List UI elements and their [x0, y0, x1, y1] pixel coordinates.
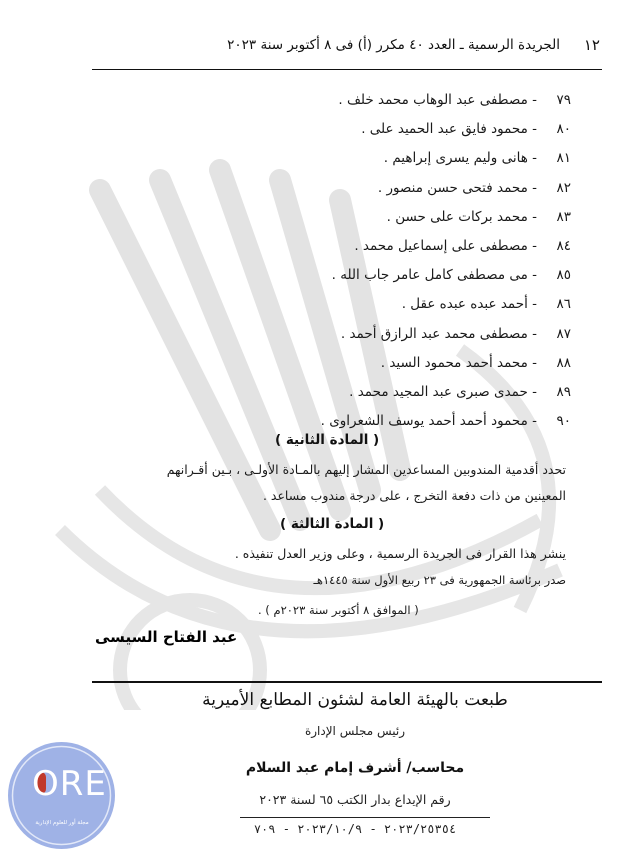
item-number: ٨٠ — [556, 121, 571, 138]
publication-code: ٢٠٢٣/٢٥٣٥٤ - ٢٠٢٣/١٠/٩ - ٧٠٩ — [253, 822, 457, 836]
item-number: ٨٩ — [556, 383, 571, 400]
item-name: محمد أحمد محمود السيد . — [380, 354, 528, 371]
list-item: ٨٨- محمد أحمد محمود السيد . — [51, 349, 571, 378]
item-name: مصطفى على إسماعيل محمد . — [354, 237, 528, 254]
item-number: ٨٥ — [556, 267, 571, 284]
list-item: ٨٠- محمود فايق عبد الحميد على . — [51, 115, 571, 144]
list-item: ٧٩- مصطفى عبد الوهاب محمد خلف . — [51, 86, 571, 115]
logo-subtitle: مجلة أور للعلوم الإدارية — [35, 820, 89, 826]
item-number: ٩٠ — [556, 413, 571, 430]
list-item: ٨٧- مصطفى محمد عبد الرازق أحمد . — [51, 320, 571, 349]
item-number: ٨٣ — [556, 208, 571, 225]
item-name: أحمد عبده عبده عقل . — [401, 296, 528, 313]
item-name: محمود أحمد أحمد يوسف الشعراوى . — [320, 413, 528, 430]
item-name: هانى وليم يسرى إبراهيم . — [383, 150, 528, 167]
article-2-heading: ( المادة الثانية ) — [275, 432, 380, 448]
item-number: ٨١ — [556, 150, 571, 167]
printer-name: طبعت بالهيئة العامة لشئون المطابع الأميرية — [202, 690, 508, 710]
ore-journal-logo — [8, 742, 115, 849]
issued-date-gregorian: ( الموافق ٨ أكتوبر سنة ٢٠٢٣م ) . — [258, 603, 419, 617]
item-name: مصطفى محمد عبد الرازق أحمد . — [340, 325, 528, 342]
list-item: ٨٤- مصطفى على إسماعيل محمد . — [51, 232, 571, 261]
item-name: محمود فايق عبد الحميد على . — [361, 121, 528, 138]
article-2-text-line-2: المعينين من ذات دفعة التخرج ، على درجة مندوب مساعد . — [262, 488, 566, 503]
logo-text: ORE — [32, 764, 107, 804]
list-item: ٨٩- حمدى صبرى عبد المجيد محمد . — [51, 378, 571, 407]
list-item: ٨١- هانى وليم يسرى إبراهيم . — [51, 144, 571, 173]
page-header — [100, 36, 600, 58]
footer-code-rule — [240, 817, 490, 818]
item-number: ٨٨ — [556, 354, 571, 371]
deposit-number: رقم الإيداع بدار الكتب ٦٥ لسنة ٢٠٢٣ — [259, 792, 451, 807]
item-number: ٨٤ — [556, 237, 571, 254]
issued-date-hijri: صدر برئاسة الجمهورية فى ٢٣ ربيع الأول سنة ١٤٤٥هـ — [313, 573, 566, 587]
footer-rule — [92, 681, 602, 683]
list-item: ٨٥- مى مصطفى كامل عامر جاب الله . — [51, 261, 571, 290]
list-item: ٨٢- محمد فتحى حسن منصور . — [51, 174, 571, 203]
item-number: ٨٢ — [556, 179, 571, 196]
list-item: ٨٣- محمد بركات على حسن . — [51, 203, 571, 232]
president-signature: عبد الفتاح السيسى — [95, 628, 238, 646]
item-name: محمد فتحى حسن منصور . — [377, 179, 528, 196]
item-name: مصطفى عبد الوهاب محمد خلف . — [338, 92, 528, 108]
article-2-text-line-1: تحدد أقدمية المندوبين المساعدين المشار إليهم بالمـادة الأولـى ، بـين أقـرانهم — [166, 462, 566, 477]
item-name: مى مصطفى كامل عامر جاب الله . — [331, 267, 528, 284]
list-item: ٩٠- محمود أحمد أحمد يوسف الشعراوى . — [51, 407, 571, 436]
item-name: محمد بركات على حسن . — [386, 208, 528, 225]
article-3-heading: ( المادة الثالثة ) — [280, 516, 385, 532]
item-number: ٨٧ — [556, 325, 571, 342]
article-3-text: ينشر هذا القرار فى الجريدة الرسمية ، وعلى وزير العدل تنفيذه . — [234, 546, 566, 561]
item-name: حمدى صبرى عبد المجيد محمد . — [349, 383, 528, 400]
list-item: ٨٦- أحمد عبده عبده عقل . — [51, 290, 571, 319]
names-list — [51, 86, 571, 436]
page-number: ١٢ — [583, 36, 600, 54]
chairman-name: محاسب/ أشرف إمام عبد السلام — [245, 760, 465, 776]
header-rule — [92, 69, 602, 70]
item-number: ٧٩ — [556, 92, 571, 108]
gazette-issue-title: الجريدة الرسمية ـ العدد ٤٠ مكرر (أ) فى ٨ أكتوبر سنة ٢٠٢٣ — [227, 37, 560, 53]
chairman-title: رئيس مجلس الإدارة — [304, 724, 406, 738]
item-number: ٨٦ — [556, 296, 571, 313]
